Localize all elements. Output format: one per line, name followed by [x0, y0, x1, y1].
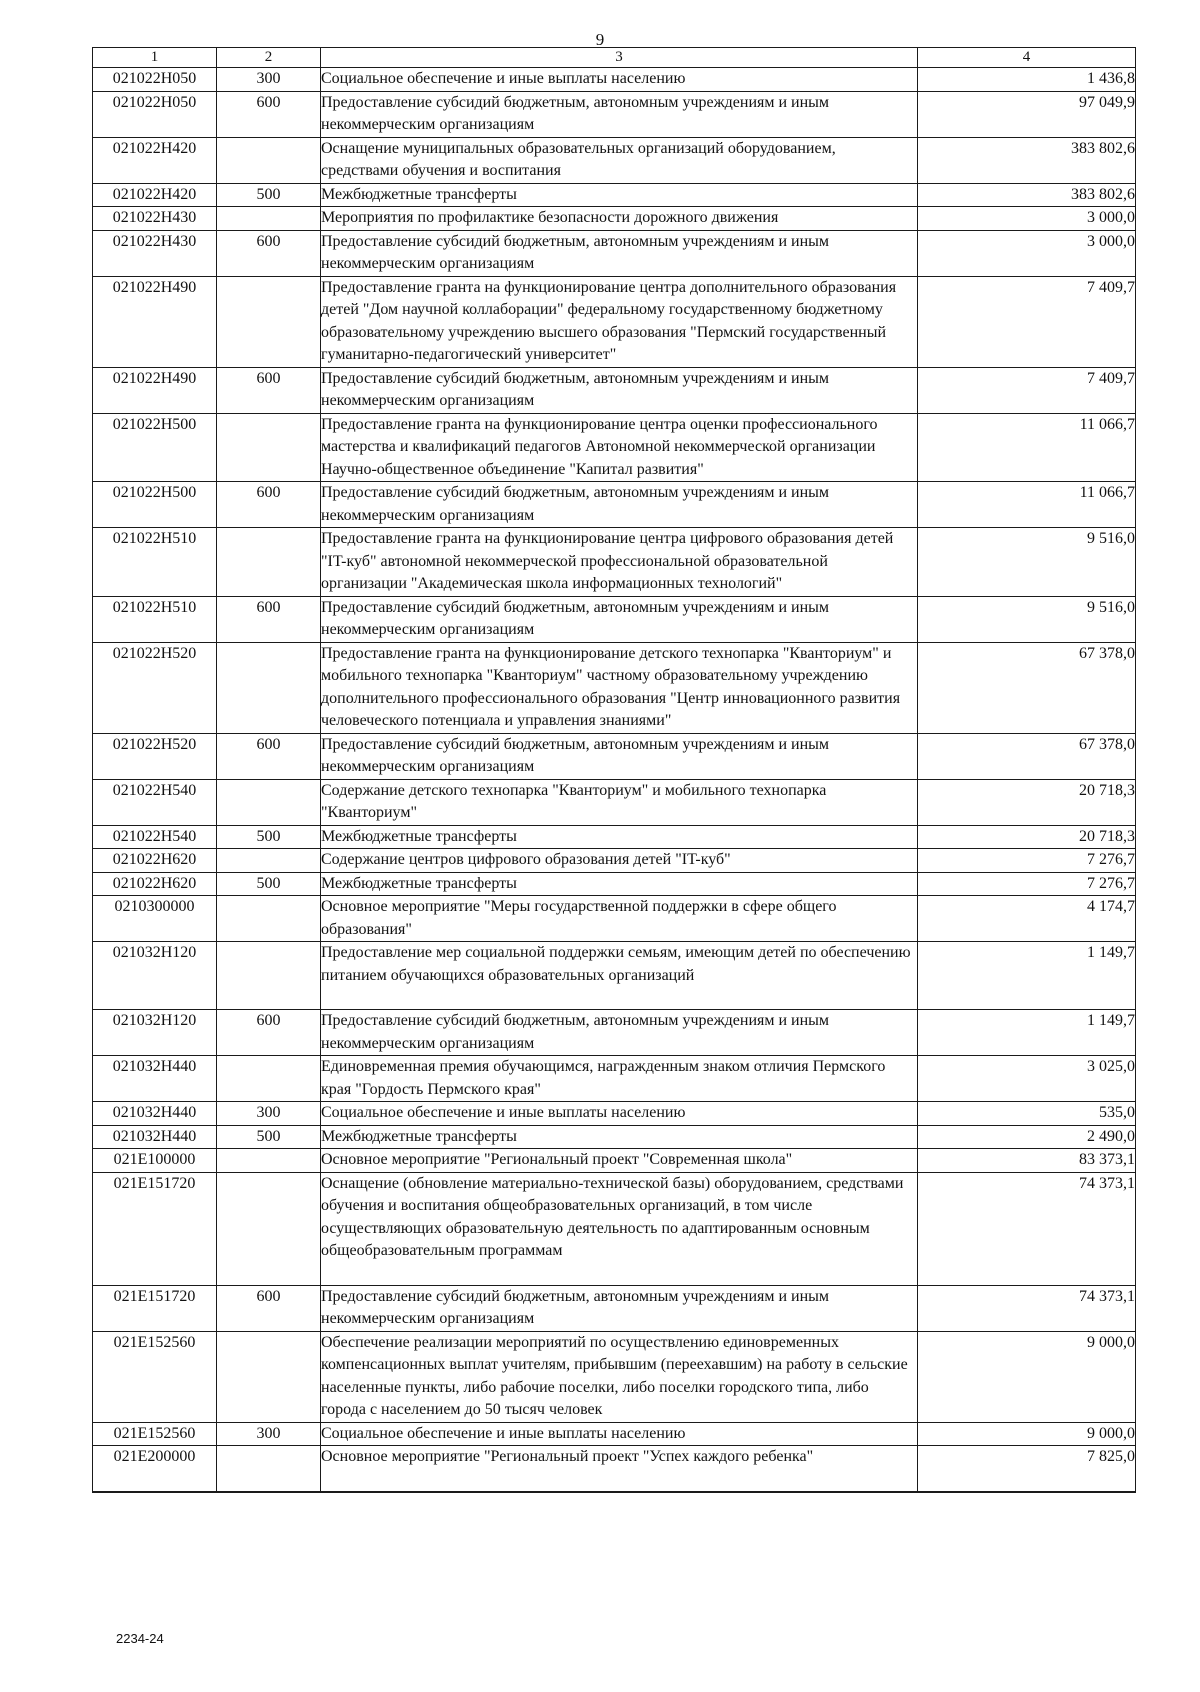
- budget-code-cell: 021022Н620: [93, 872, 217, 896]
- budget-code-cell: 021022Н520: [93, 642, 217, 733]
- description-cell: Предоставление субсидий бюджетным, автономным учреждениям и иным некоммерческим организациям: [321, 91, 918, 137]
- budget-table: [92, 47, 1136, 1493]
- table-row: [93, 1331, 1136, 1422]
- table-row: [93, 207, 1136, 231]
- column-header-4: 4: [918, 48, 1136, 68]
- budget-code-cell: 021Е152560: [93, 1422, 217, 1446]
- description-cell: Межбюджетные трансферты: [321, 1125, 918, 1149]
- budget-code-cell: 021022Н500: [93, 482, 217, 528]
- amount-cell: 3 000,0: [918, 230, 1136, 276]
- expense-type-cell: [217, 1446, 321, 1492]
- budget-code-cell: 021Е151720: [93, 1172, 217, 1285]
- budget-code-cell: 021022Н510: [93, 596, 217, 642]
- amount-cell: 9 000,0: [918, 1331, 1136, 1422]
- budget-code-cell: 021022Н050: [93, 91, 217, 137]
- table-row: [93, 1056, 1136, 1102]
- expense-type-cell: 500: [217, 825, 321, 849]
- expense-type-cell: 600: [217, 230, 321, 276]
- description-cell: Предоставление гранта на функционирование детского технопарка "Кванториум" и мобильного технопарка "Кванториум" частному образовательному учреждению дополнительного профессионального образования "Центр инновационного развития человеческого потенциала и управления знаниями": [321, 642, 918, 733]
- expense-type-cell: 600: [217, 367, 321, 413]
- table-row: [93, 896, 1136, 942]
- amount-cell: 74 373,1: [918, 1285, 1136, 1331]
- expense-type-cell: [217, 849, 321, 873]
- table-row: [93, 230, 1136, 276]
- budget-code-cell: 021022Н540: [93, 779, 217, 825]
- amount-cell: 7 409,7: [918, 276, 1136, 367]
- amount-cell: 20 718,3: [918, 825, 1136, 849]
- description-cell: Предоставление субсидий бюджетным, автономным учреждениям и иным некоммерческим организациям: [321, 733, 918, 779]
- budget-code-cell: 021022Н500: [93, 413, 217, 482]
- page-number: 9: [595, 30, 605, 49]
- amount-cell: 67 378,0: [918, 733, 1136, 779]
- table-row: [93, 276, 1136, 367]
- budget-code-cell: 021032Н120: [93, 942, 217, 1010]
- document-footer-code: 2234-24: [116, 1631, 164, 1646]
- expense-type-cell: 300: [217, 1102, 321, 1126]
- table-row: [93, 779, 1136, 825]
- description-cell: Предоставление субсидий бюджетным, автономным учреждениям и иным некоммерческим организациям: [321, 482, 918, 528]
- description-cell: Предоставление мер социальной поддержки семьям, имеющим детей по обеспечению питанием обучающихся образовательных организаций: [321, 942, 918, 1010]
- expense-type-cell: [217, 779, 321, 825]
- table-row: [93, 942, 1136, 1010]
- amount-cell: 383 802,6: [918, 183, 1136, 207]
- amount-cell: 9 000,0: [918, 1422, 1136, 1446]
- expense-type-cell: [217, 137, 321, 183]
- table-row: [93, 91, 1136, 137]
- amount-cell: 535,0: [918, 1102, 1136, 1126]
- expense-type-cell: 600: [217, 596, 321, 642]
- amount-cell: 20 718,3: [918, 779, 1136, 825]
- description-cell: Предоставление субсидий бюджетным, автономным учреждениям и иным некоммерческим организациям: [321, 230, 918, 276]
- description-cell: Социальное обеспечение и иные выплаты населению: [321, 1102, 918, 1126]
- table-row: [93, 596, 1136, 642]
- description-cell: Предоставление гранта на функционирование центра оценки профессионального мастерства и квалификаций педагогов Автономной некоммерческой организации Научно-общественное объединение "Капитал развития": [321, 413, 918, 482]
- amount-cell: 11 066,7: [918, 413, 1136, 482]
- budget-code-cell: 021022Н420: [93, 183, 217, 207]
- description-cell: Обеспечение реализации мероприятий по осуществлению единовременных компенсационных выплат учителям, прибывшим (переехавшим) на работу в сельские населенные пункты, либо рабочие поселки, либо поселки городского типа, либо города с населением до 50 тысяч человек: [321, 1331, 918, 1422]
- description-cell: Оснащение (обновление материально-технической базы) оборудованием, средствами обучения и воспитания общеобразовательных организаций, в том числе осуществляющих образовательную деятельность по адаптированным основным общеобразовательным программам: [321, 1172, 918, 1285]
- amount-cell: 3 000,0: [918, 207, 1136, 231]
- budget-code-cell: 021022Н540: [93, 825, 217, 849]
- budget-code-cell: 021032Н440: [93, 1102, 217, 1126]
- expense-type-cell: [217, 207, 321, 231]
- description-cell: Содержание детского технопарка "Кванториум" и мобильного технопарка "Кванториум": [321, 779, 918, 825]
- expense-type-cell: 300: [217, 68, 321, 92]
- table-row: [93, 528, 1136, 597]
- budget-code-cell: 021022Н420: [93, 137, 217, 183]
- table-row: [93, 1010, 1136, 1056]
- amount-cell: 67 378,0: [918, 642, 1136, 733]
- description-cell: Межбюджетные трансферты: [321, 825, 918, 849]
- expense-type-cell: [217, 528, 321, 597]
- description-cell: Основное мероприятие "Меры государственной поддержки в сфере общего образования": [321, 896, 918, 942]
- amount-cell: 9 516,0: [918, 596, 1136, 642]
- expense-type-cell: 500: [217, 872, 321, 896]
- budget-code-cell: 021022Н430: [93, 207, 217, 231]
- expense-type-cell: 600: [217, 1010, 321, 1056]
- expense-type-cell: [217, 942, 321, 1010]
- table-row: [93, 413, 1136, 482]
- table-row: [93, 642, 1136, 733]
- amount-cell: 9 516,0: [918, 528, 1136, 597]
- table-body: [93, 68, 1136, 1492]
- budget-code-cell: 021032Н440: [93, 1125, 217, 1149]
- expense-type-cell: [217, 1172, 321, 1285]
- description-cell: Социальное обеспечение и иные выплаты населению: [321, 1422, 918, 1446]
- amount-cell: 83 373,1: [918, 1149, 1136, 1173]
- table-header-row: [93, 48, 1136, 68]
- amount-cell: 7 276,7: [918, 849, 1136, 873]
- budget-code-cell: 021022Н490: [93, 367, 217, 413]
- table-row: [93, 1172, 1136, 1285]
- amount-cell: 7 825,0: [918, 1446, 1136, 1492]
- table-row: [93, 849, 1136, 873]
- amount-cell: 1 436,8: [918, 68, 1136, 92]
- expense-type-cell: [217, 1056, 321, 1102]
- amount-cell: 2 490,0: [918, 1125, 1136, 1149]
- description-cell: Мероприятия по профилактике безопасности дорожного движения: [321, 207, 918, 231]
- table-row: [93, 1125, 1136, 1149]
- description-cell: Предоставление субсидий бюджетным, автономным учреждениям и иным некоммерческим организациям: [321, 1285, 918, 1331]
- amount-cell: 3 025,0: [918, 1056, 1136, 1102]
- table-row: [93, 68, 1136, 92]
- description-cell: Предоставление субсидий бюджетным, автономным учреждениям и иным некоммерческим организациям: [321, 1010, 918, 1056]
- amount-cell: 4 174,7: [918, 896, 1136, 942]
- budget-code-cell: 021022Н490: [93, 276, 217, 367]
- expense-type-cell: 600: [217, 91, 321, 137]
- budget-code-cell: 021022Н620: [93, 849, 217, 873]
- amount-cell: 1 149,7: [918, 1010, 1136, 1056]
- amount-cell: 383 802,6: [918, 137, 1136, 183]
- table-row: [93, 1285, 1136, 1331]
- column-header-1: 1: [93, 48, 217, 68]
- budget-code-cell: 021Е200000: [93, 1446, 217, 1492]
- expense-type-cell: 500: [217, 1125, 321, 1149]
- amount-cell: 11 066,7: [918, 482, 1136, 528]
- table-row: [93, 825, 1136, 849]
- expense-type-cell: 500: [217, 183, 321, 207]
- amount-cell: 7 409,7: [918, 367, 1136, 413]
- description-cell: Предоставление субсидий бюджетным, автономным учреждениям и иным некоммерческим организациям: [321, 367, 918, 413]
- table-row: [93, 183, 1136, 207]
- table-row: [93, 733, 1136, 779]
- description-cell: Социальное обеспечение и иные выплаты населению: [321, 68, 918, 92]
- budget-code-cell: 021022Н520: [93, 733, 217, 779]
- description-cell: Содержание центров цифрового образования детей "IT-куб": [321, 849, 918, 873]
- expense-type-cell: [217, 413, 321, 482]
- expense-type-cell: [217, 1149, 321, 1173]
- expense-type-cell: [217, 642, 321, 733]
- expense-type-cell: 600: [217, 733, 321, 779]
- budget-code-cell: 021022Н430: [93, 230, 217, 276]
- budget-code-cell: 021022Н050: [93, 68, 217, 92]
- table-row: [93, 367, 1136, 413]
- budget-code-cell: 021032Н120: [93, 1010, 217, 1056]
- description-cell: Основное мероприятие "Региональный проект "Современная школа": [321, 1149, 918, 1173]
- description-cell: Предоставление гранта на функционирование центра дополнительного образования детей "Дом научной коллаборации" федеральному государственному бюджетному образовательному учреждению высшего образования "Пермский государственный гуманитарно-педагогический университет": [321, 276, 918, 367]
- table-row: [93, 1149, 1136, 1173]
- description-cell: Межбюджетные трансферты: [321, 872, 918, 896]
- budget-code-cell: 021032Н440: [93, 1056, 217, 1102]
- budget-code-cell: 021022Н510: [93, 528, 217, 597]
- budget-code-cell: 021Е152560: [93, 1331, 217, 1422]
- table-row: [93, 1102, 1136, 1126]
- description-cell: Оснащение муниципальных образовательных организаций оборудованием, средствами обучения и воспитания: [321, 137, 918, 183]
- column-header-2: 2: [217, 48, 321, 68]
- expense-type-cell: [217, 896, 321, 942]
- amount-cell: 7 276,7: [918, 872, 1136, 896]
- expense-type-cell: 600: [217, 482, 321, 528]
- description-cell: Единовременная премия обучающимся, награжденным знаком отличия Пермского края "Гордость Пермского края": [321, 1056, 918, 1102]
- description-cell: Основное мероприятие "Региональный проект "Успех каждого ребенка": [321, 1446, 918, 1492]
- expense-type-cell: 300: [217, 1422, 321, 1446]
- expense-type-cell: 600: [217, 1285, 321, 1331]
- table-row: [93, 482, 1136, 528]
- budget-code-cell: 0210300000: [93, 896, 217, 942]
- table-row: [93, 872, 1136, 896]
- expense-type-cell: [217, 1331, 321, 1422]
- amount-cell: 74 373,1: [918, 1172, 1136, 1285]
- budget-code-cell: 021Е151720: [93, 1285, 217, 1331]
- amount-cell: 97 049,9: [918, 91, 1136, 137]
- description-cell: Межбюджетные трансферты: [321, 183, 918, 207]
- amount-cell: 1 149,7: [918, 942, 1136, 1010]
- column-header-3: 3: [321, 48, 918, 68]
- table-row: [93, 1422, 1136, 1446]
- table-row: [93, 137, 1136, 183]
- expense-type-cell: [217, 276, 321, 367]
- description-cell: Предоставление субсидий бюджетным, автономным учреждениям и иным некоммерческим организациям: [321, 596, 918, 642]
- table-row: [93, 1446, 1136, 1492]
- description-cell: Предоставление гранта на функционирование центра цифрового образования детей "IT-куб" автономной некоммерческой профессиональной образовательной организации "Академическая школа информационных технологий": [321, 528, 918, 597]
- budget-code-cell: 021Е100000: [93, 1149, 217, 1173]
